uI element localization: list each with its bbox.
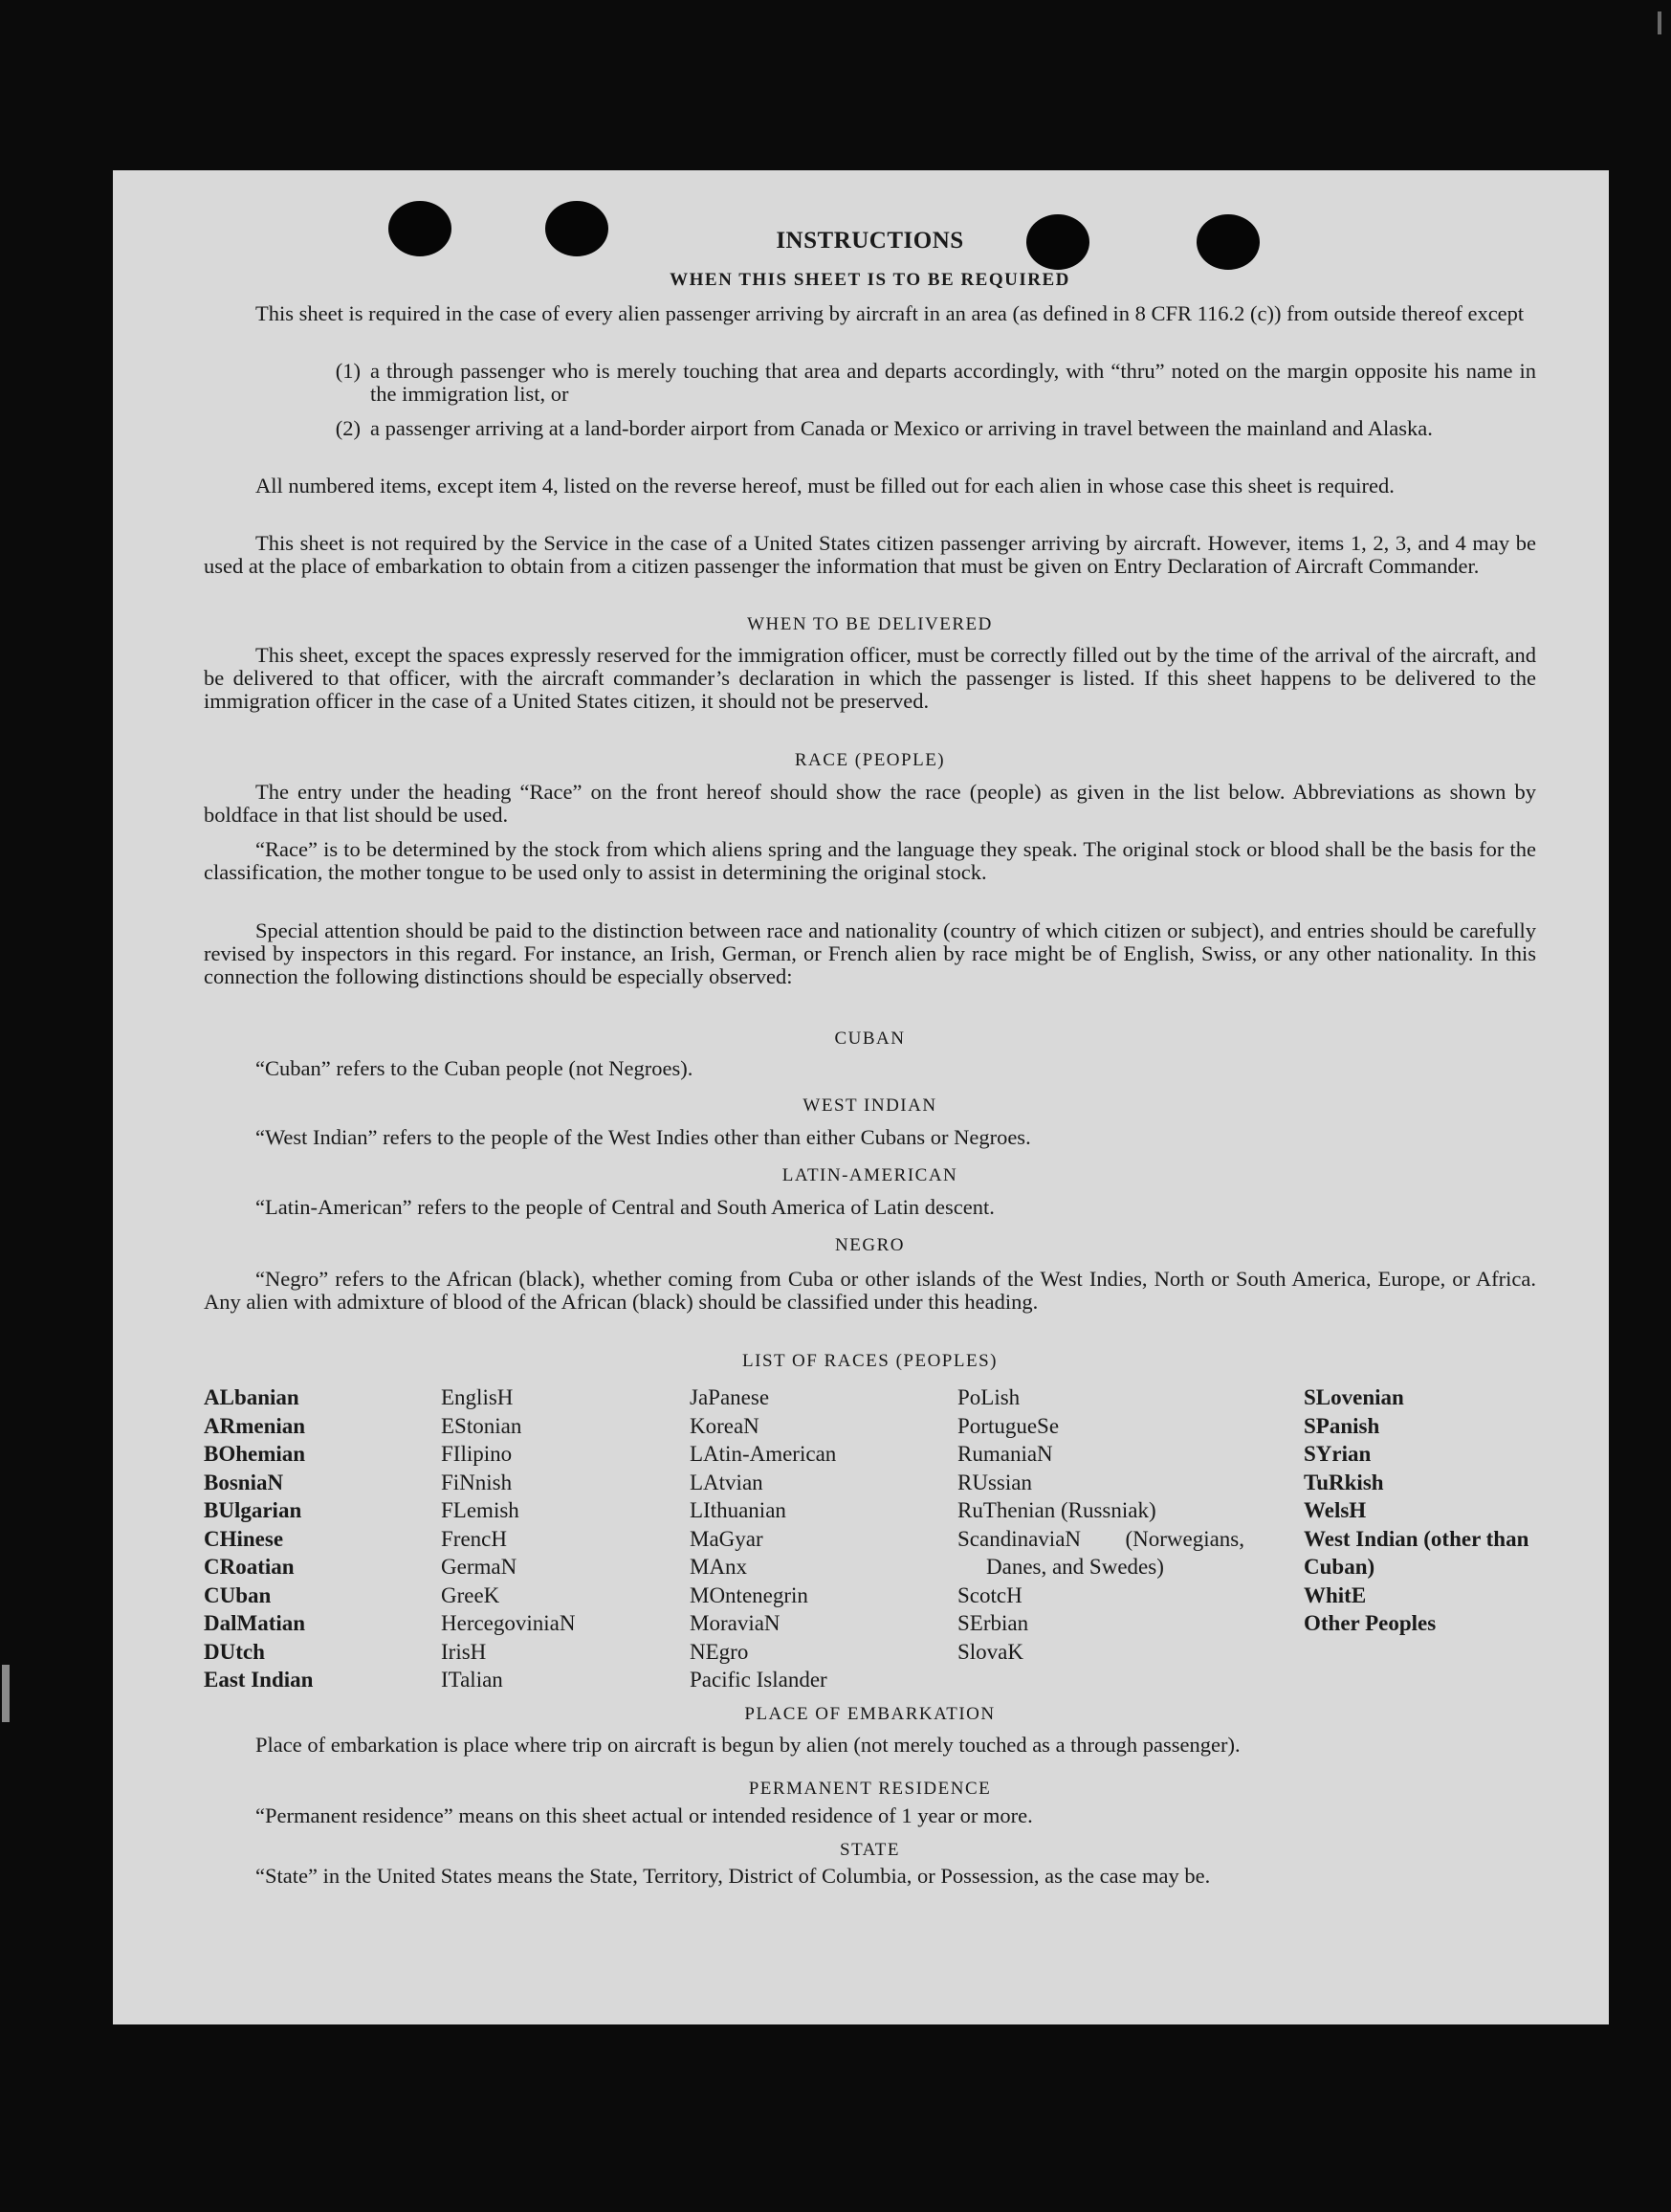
race-item: ITalian (441, 1668, 503, 1692)
paragraph-numbered-items: All numbered items, except item 4, listed on the reverse hereof, must be filled out for each alien in whose case this sheet is required. (255, 474, 1395, 498)
paragraph-embarkation: Place of embarkation is place where trip on aircraft is begun by alien (not merely touched as a through passenger). (255, 1733, 1241, 1757)
heading-embarkation: PLACE OF EMBARKATION (744, 1704, 996, 1724)
race-item: West Indian (other than Cuban) (1304, 1526, 1529, 1579)
paragraph-race-2: “Race” is to be determined by the stock from which aliens spring and the language they speak. The original stock or blood shall be the basis for the classification, the mother tongue to be used only to assist in determining the original stock. (204, 837, 1536, 884)
race-item: ARmenian (204, 1413, 306, 1438)
heading-cuban: CUBAN (834, 1029, 906, 1049)
race-item: ScotcH (957, 1582, 1022, 1607)
race-item: LAtin-American (690, 1442, 837, 1466)
race-item: JaPanese (690, 1385, 770, 1409)
paragraph-west-indian: “West Indian” refers to the people of the West Indies other than either Cubans or Negroes. (255, 1125, 1031, 1149)
race-item: Other Peoples (1304, 1611, 1437, 1635)
heading-when-delivered: WHEN TO BE DELIVERED (747, 614, 993, 634)
item-number: (2) (335, 416, 361, 440)
race-item: KoreaN (690, 1413, 759, 1438)
scan-edge-mark (2, 1665, 10, 1722)
race-item: RUssian (957, 1470, 1032, 1494)
item-text: a passenger arriving at a land-border airport from Canada or Mexico or arriving in travel between the mainland and Alaska. (370, 416, 1433, 440)
paragraph-permanent-residence: “Permanent residence” means on this sheet actual or intended residence of 1 year or more. (255, 1803, 1033, 1827)
list-item (204, 417, 1536, 440)
document-page (113, 170, 1609, 2024)
paragraph-negro: “Negro” refers to the African (black), whether coming from Cuba or other islands of the West Indies, North or South America, Europe, or Africa. Any alien with admixture of blood of the African (black) should be classified under this heading. (204, 1267, 1536, 1314)
race-item: LIthuanian (690, 1498, 786, 1522)
paragraph-when-required: This sheet is required in the case of every alien passenger arriving by aircraft in an area (as defined in 8 CFR 116.2 (c)) from outside thereof except (255, 301, 1525, 325)
race-item: PortugueSe (957, 1413, 1060, 1438)
race-item: BosniaN (204, 1470, 284, 1494)
scan-edge-mark (1658, 11, 1661, 34)
race-item: FrencH (441, 1526, 507, 1551)
race-item: TuRkish (1304, 1470, 1384, 1494)
race-item: RuThenian (Russniak) (957, 1498, 1156, 1522)
races-column-5 (1304, 1383, 1536, 1638)
races-list (204, 1383, 1536, 1692)
race-item: Pacific Islander (690, 1668, 827, 1692)
race-item: SYrian (1304, 1442, 1372, 1466)
race-item: PoLish (957, 1385, 1021, 1409)
heading-latin-american: LATIN-AMERICAN (781, 1165, 958, 1185)
race-item: RumaniaN (957, 1442, 1053, 1466)
race-item: MOntenegrin (690, 1582, 808, 1607)
race-item: LAtvian (690, 1470, 763, 1494)
heading-state: STATE (840, 1840, 900, 1860)
race-item: MoraviaN (690, 1611, 781, 1635)
race-item: FLemish (441, 1498, 519, 1522)
heading-race: RACE (PEOPLE) (794, 750, 946, 770)
race-item: FiNnish (441, 1470, 513, 1494)
paragraph-state: “State” in the United States means the State, Territory, District of Columbia, or Possession, as the case may be. (255, 1864, 1211, 1888)
race-item: SPanish (1304, 1413, 1380, 1438)
race-item: GermaN (441, 1555, 517, 1579)
race-item: WelsH (1304, 1498, 1367, 1522)
race-item: MaGyar (690, 1526, 763, 1551)
race-item: EStonian (441, 1413, 522, 1438)
heading-permanent-residence: PERMANENT RESIDENCE (748, 1779, 992, 1799)
race-item: FIlipino (441, 1442, 513, 1466)
heading-west-indian: WEST INDIAN (803, 1095, 937, 1116)
race-item: NEgro (690, 1639, 749, 1664)
race-item: CHinese (204, 1526, 284, 1551)
race-item: BOhemian (204, 1442, 306, 1466)
race-item: ALbanian (204, 1385, 299, 1409)
races-column-2 (441, 1383, 661, 1694)
item-text: a through passenger who is merely touching that area and departs accordingly, with “thru” noted on the margin opposite his name in the immigration list, or (370, 359, 1536, 406)
race-item: East Indian (204, 1668, 314, 1692)
race-item: SLovenian (1304, 1385, 1404, 1409)
race-item: DalMatian (204, 1611, 306, 1635)
paragraph-when-delivered: This sheet, except the spaces expressly reserved for the immigration officer, must be correctly filled out by the time of the arrival of the aircraft, and be delivered to that officer, with the aircraft commander’s declaration in which the passenger is listed. If this sheet happens to be delivered to the immigration officer in the case of a United States citizen, it should not be preserved. (204, 643, 1536, 713)
race-item: HercegoviniaN (441, 1611, 576, 1635)
race-item: GreeK (441, 1582, 500, 1607)
races-column-3 (690, 1383, 948, 1694)
race-item: BUlgarian (204, 1498, 302, 1522)
race-item: CUban (204, 1582, 272, 1607)
paragraph-race-3: Special attention should be paid to the distinction between race and nationality (country of which citizen or subject), and entries should be carefully revised by inspectors in this regard. For instance, an Irish, German, or French alien by race might be of English, Swiss, or any other nationality. In this connection the following distinctions should be especially observed: (204, 918, 1536, 988)
race-item: IrisH (441, 1639, 487, 1664)
item-number: (1) (335, 359, 361, 383)
heading-races-list: LIST OF RACES (PEOPLES) (742, 1351, 998, 1371)
races-column-4 (957, 1383, 1244, 1666)
race-item: ScandinaviaN (Norwegians, Danes, and Swedes) (957, 1526, 1244, 1579)
list-item (204, 360, 1536, 406)
race-item: CRoatian (204, 1555, 295, 1579)
race-item: SErbian (957, 1611, 1029, 1635)
races-column-1 (204, 1383, 424, 1694)
race-item: MAnx (690, 1555, 748, 1579)
race-item: DUtch (204, 1639, 265, 1664)
paragraph-citizen: This sheet is not required by the Service in the case of a United States citizen passenger arriving by aircraft. However, items 1, 2, 3, and 4 may be used at the place of embarkation to obtain from a citizen passenger the information that must be given on Entry Declaration of Aircraft Commander. (204, 531, 1536, 578)
heading-negro: NEGRO (835, 1235, 905, 1255)
page-title: INSTRUCTIONS (776, 228, 964, 254)
paragraph-race-1: The entry under the heading “Race” on the front hereof should show the race (people) as given in the list below. Abbreviations as shown by boldface in that list should be used. (204, 780, 1536, 827)
race-item: EnglisH (441, 1385, 514, 1409)
heading-when-required: WHEN THIS SHEET IS TO BE REQUIRED (670, 270, 1070, 290)
race-item: WhitE (1304, 1582, 1367, 1607)
paragraph-cuban: “Cuban” refers to the Cuban people (not Negroes). (255, 1056, 693, 1080)
paragraph-latin-american: “Latin-American” refers to the people of Central and South America of Latin descent. (255, 1195, 995, 1219)
race-item: SlovaK (957, 1639, 1023, 1664)
